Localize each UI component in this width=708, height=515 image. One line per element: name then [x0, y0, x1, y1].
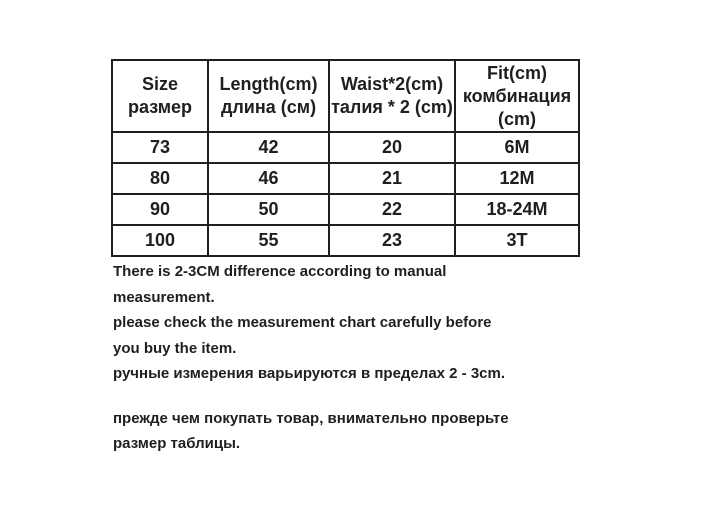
column-header-line: размер — [127, 97, 193, 117]
table-cell: 22 — [329, 194, 455, 225]
table-cell: 80 — [112, 163, 208, 194]
table-cell: 55 — [208, 225, 329, 256]
table-cell: 46 — [208, 163, 329, 194]
table-cell: 12M — [455, 163, 579, 194]
table-row — [112, 163, 579, 194]
table-cell: 21 — [329, 163, 455, 194]
column-header-line: талия * 2 (cm) — [331, 97, 453, 117]
table-cell: 23 — [329, 225, 455, 256]
note-line: There is 2-3CM difference according to manual — [113, 263, 447, 280]
note-line: you buy the item. — [113, 339, 237, 357]
note-line: measurement. — [113, 288, 215, 306]
size-table — [111, 59, 580, 257]
column-header-line: комбинация — [462, 85, 572, 106]
column-header-line: (cm) — [497, 108, 536, 129]
column-header-line: длина (см) — [220, 97, 317, 117]
column-header-0 — [112, 60, 208, 132]
table-row — [112, 225, 579, 256]
column-header-line: Fit(cm) — [487, 62, 547, 83]
note-line: please check the measurement chart carefully before — [113, 314, 492, 331]
table-cell: 73 — [112, 132, 208, 163]
note-line: размер таблицы. — [113, 435, 241, 452]
note-line: прежде чем покупать товар, внимательно проверьте — [113, 409, 509, 427]
table-cell: 42 — [208, 132, 329, 163]
table-cell: 100 — [112, 225, 208, 256]
size-table-header-row — [112, 60, 579, 132]
column-header-line: Size — [141, 74, 179, 94]
note-line: ручные измерения варьируются в пределах 2 - 3cm. — [113, 365, 506, 382]
column-header-3 — [455, 60, 579, 132]
column-header-1 — [208, 60, 329, 132]
table-cell: 3T — [455, 225, 579, 256]
column-header-line: Waist*2(cm) — [340, 74, 444, 94]
table-row — [112, 194, 579, 225]
table-cell: 50 — [208, 194, 329, 225]
column-header-2 — [329, 60, 455, 132]
table-cell: 90 — [112, 194, 208, 225]
table-row — [112, 132, 579, 163]
table-cell: 6M — [455, 132, 579, 163]
column-header-line: Length(cm) — [219, 74, 318, 94]
table-cell: 20 — [329, 132, 455, 163]
measurement-notes — [113, 259, 509, 457]
table-cell: 18-24M — [455, 194, 579, 225]
